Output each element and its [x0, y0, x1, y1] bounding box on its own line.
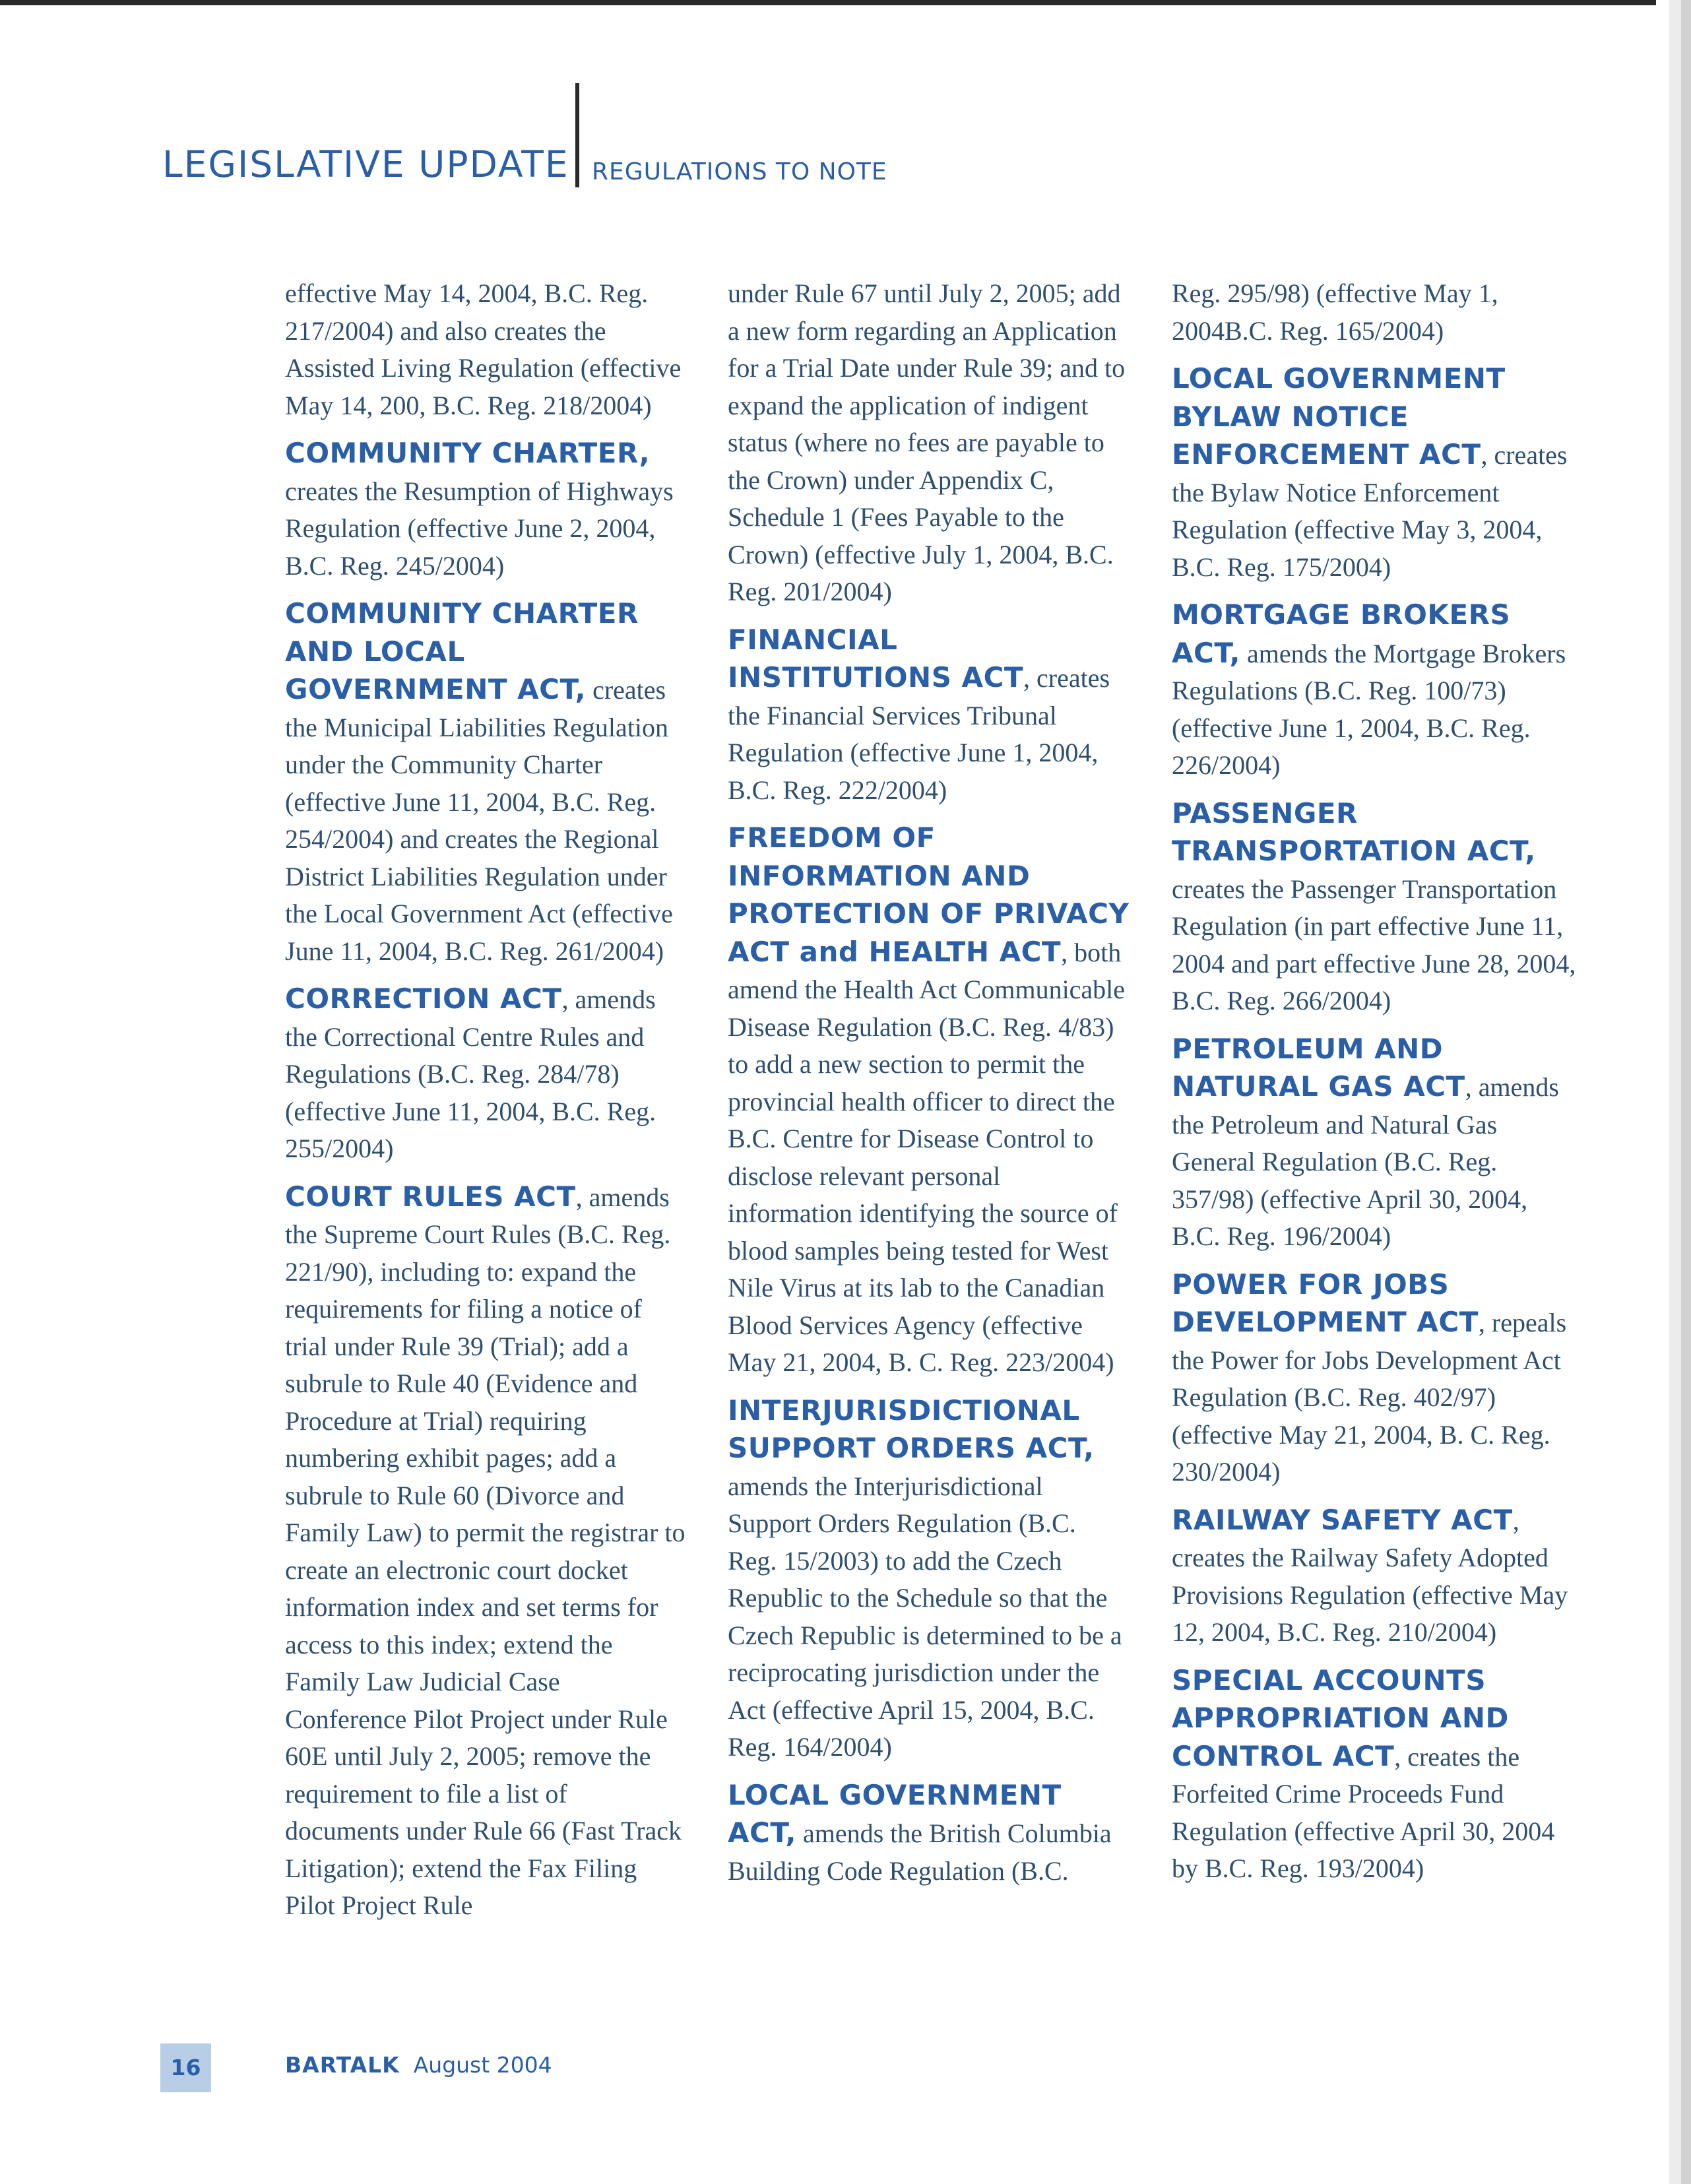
entry-heading: FREEDOM OF INFORMATION AND PROTECTION OF PRIVACY ACT and HEALTH ACT [728, 821, 1130, 968]
publication-name: BARTALK [285, 2052, 400, 2078]
entry [1172, 1031, 1577, 1256]
text-column-2 [728, 274, 1130, 1900]
entry [1172, 596, 1577, 785]
entry-text: effective May 14, 2004, B.C. Reg. 217/2004) and also creates the Assisted Living Regulation (effective May 14, 200, B.C. Reg. 218/2004) [285, 278, 682, 420]
issue-date: August 2004 [413, 2052, 552, 2078]
entry-heading: LOCAL GOVERNMENT ACT, [728, 1778, 1062, 1849]
entry [1172, 360, 1577, 586]
entry [285, 595, 687, 970]
entry-text: under Rule 67 until July 2, 2005; add a new form regarding an Application for a Trial Date under Rule 39; and to expand the application of indigent status (where no fees are payable to the Crown) under Appendix C, Schedule 1 (Fees Payable to the Crown) (effective July 1, 2004, B.C. Reg. 201/2004) [728, 278, 1126, 606]
entry-text: Reg. 295/98) (effective May 1, 2004B.C. Reg. 165/2004) [1172, 278, 1498, 346]
entry-text: amends the Interjurisdictional Support Orders Regulation (B.C. Reg. 15/2003) to add the Czech Republic to the Schedule so that the Czech Republic is determined to be a reciprocating jurisdiction under the Act (effective April 15, 2004, B.C. Reg. 164/2004) [728, 1471, 1122, 1762]
entry [1172, 795, 1577, 1020]
entry-text: , repeals the Power for Jobs Development Act Regulation (B.C. Reg. 402/97) (effective May 21, 2004, B. C. Reg. 230/2004) [1172, 1308, 1567, 1487]
section-title: LEGISLATIVE UPDATE [162, 143, 569, 185]
entry-text: , amends the Correctional Centre Rules and Regulations (B.C. Reg. 284/78) (effective June 11, 2004, B.C. Reg. 255/2004) [285, 984, 656, 1163]
entry-heading: COMMUNITY CHARTER, [285, 437, 651, 469]
entry-heading: COMMUNITY CHARTER AND LOCAL GOVERNMENT ACT, [285, 597, 639, 705]
entry-heading: RAILWAY SAFETY ACT [1172, 1503, 1513, 1536]
entry-heading: LOCAL GOVERNMENT BYLAW NOTICE ENFORCEMENT ACT [1172, 362, 1506, 470]
entry [285, 274, 687, 424]
entry [285, 1178, 687, 1925]
entry-text: , both amend the Health Act Communicable Disease Regulation (B.C. Reg. 4/83) to add a new section to permit the provincial health officer to direct the B.C. Centre for Disease Control to disclose relevant personal information identifying the source of blood samples being tested for West Nile Virus at its lab to the Canadian Blood Services Agency (effective May 21, 2004, B. C. Reg. 223/2004) [728, 937, 1126, 1377]
entry-heading: FINANCIAL INSTITUTIONS ACT [728, 623, 1024, 693]
entry [728, 819, 1130, 1382]
entry-heading: INTERJURISDICTIONAL SUPPORT ORDERS ACT, [728, 1394, 1095, 1464]
entry [728, 274, 1130, 611]
entry [728, 1777, 1130, 1890]
entry-heading: PASSENGER TRANSPORTATION ACT, [1172, 796, 1536, 867]
entry-heading: PETROLEUM AND NATURAL GAS ACT [1172, 1032, 1465, 1103]
entry-heading: MORTGAGE BROKERS ACT, [1172, 598, 1511, 669]
entry-text: , creates the Bylaw Notice Enforcement Regulation (effective May 3, 2004, B.C. Reg. 175/2004) [1172, 440, 1568, 582]
entry-heading: SPECIAL ACCOUNTS APPROPRIATION AND CONTROL ACT [1172, 1663, 1509, 1772]
header-divider [575, 83, 579, 187]
entry [728, 622, 1130, 810]
entry-text: creates the Resumption of Highways Regulation (effective June 2, 2004, B.C. Reg. 245/2004) [285, 476, 674, 581]
top-rule [0, 0, 1656, 5]
entry-text: , amends the Petroleum and Natural Gas General Regulation (B.C. Reg. 357/98) (effective April 30, 2004, B.C. Reg. 196/2004) [1172, 1072, 1559, 1251]
section-subtitle: REGULATIONS TO NOTE [592, 158, 887, 185]
entry-text: creates the Municipal Liabilities Regulation under the Community Charter (effective June 11, 2004, B.C. Reg. 254/2004) and creates the Regional District Liabilities Regulation under the Local Government Act (effective June 11, 2004, B.C. Reg. 261/2004) [285, 675, 673, 966]
entry-text: , creates the Financial Services Tribunal Regulation (effective June 1, 2004, B.C. Reg. 222/2004) [728, 663, 1110, 805]
entry [1172, 1266, 1577, 1491]
entry-heading: CORRECTION ACT [285, 982, 562, 1015]
entry-text: amends the British Columbia Building Code Regulation (B.C. [728, 1818, 1112, 1886]
entry [1172, 1502, 1577, 1652]
text-column-1 [285, 274, 687, 1935]
entry [285, 435, 687, 585]
page-edge-shadow-dark [1681, 0, 1691, 2184]
page-number: 16 [160, 2043, 211, 2092]
entry [285, 980, 687, 1168]
entry-text: , creates the Railway Safety Adopted Provisions Regulation (effective May 12, 2004, B.C. Reg. 210/2004) [1172, 1505, 1568, 1647]
entry [1172, 274, 1577, 350]
entry [728, 1392, 1130, 1766]
entry-text: amends the Mortgage Brokers Regulations (B.C. Reg. 100/73) (effective June 1, 2004, B.C. Reg. 226/2004) [1172, 638, 1566, 780]
entry-heading: POWER FOR JOBS DEVELOPMENT ACT [1172, 1268, 1479, 1338]
entry-heading: COURT RULES ACT [285, 1180, 576, 1213]
footer-publication [285, 2054, 552, 2076]
entry-text: , creates the Forfeited Crime Proceeds Fund Regulation (effective April 30, 2004 by B.C. Reg. 193/2004) [1172, 1741, 1555, 1883]
entry-text: creates the Passenger Transportation Regulation (in part effective June 11, 2004 and part effective June 28, 2004, B.C. Reg. 266/2004) [1172, 874, 1576, 1015]
text-column-3 [1172, 274, 1577, 1898]
entry-text: , amends the Supreme Court Rules (B.C. Reg. 221/90), including to: expand the requirements for filing a notice of trial under Rule 39 (Trial); add a subrule to Rule 40 (Evidence and Procedure at Trial) requiring numbering exhibit pages; add a subrule to Rule 60 (Divorce and Family Law) to permit the registrar to create an electronic court docket information index and set terms for access to this index; extend the Family Law Judicial Case Conference Pilot Project under Rule 60E until July 2, 2005; remove the requirement to file a list of documents under Rule 66 (Fast Track Litigation); extend the Fax Filing Pilot Project Rule [285, 1182, 686, 1920]
entry [1172, 1662, 1577, 1888]
